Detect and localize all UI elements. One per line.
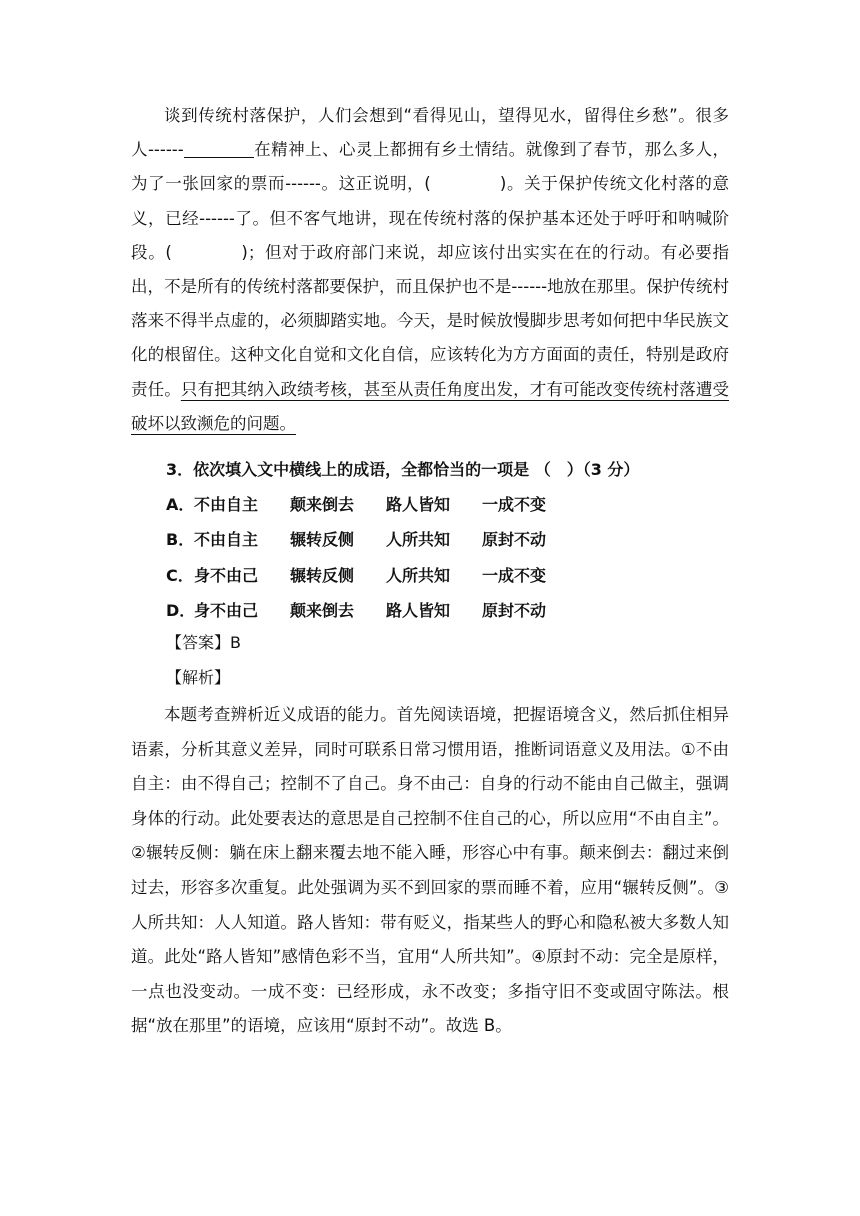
option-letter: A． [166, 495, 195, 515]
option-letter: C． [166, 565, 194, 585]
answer-value: B [230, 633, 241, 652]
underlined-sentence: 只有把其纳入政绩考核，甚至从责任角度出发，才有可能改变传统村落遭受破坏以致濒危的问题。 [131, 379, 730, 433]
option-idiom: 辗转反侧 [290, 565, 355, 585]
option-idiom: 人所共知 [386, 530, 451, 550]
option-idiom: 路人皆知 [386, 495, 451, 515]
fill-in-blank [184, 140, 254, 158]
option-idiom: 人所共知 [386, 565, 451, 585]
question-3 [166, 452, 726, 628]
passage-text-part2: 在精神上、心灵上都拥有乡土情结。就像到了春节，那么多人，为了一张回家的票而------。这正说明，( )。关于保护传统文化村落的意义，已经------了。但不客气地讲，现在传统村落的保护基本还处于呼吁和呐喊阶段。( )；但对于政府部门来说，却应该付出实实在在的行动。有必要指出，不是所有的传统村落都要保护，而且保护也不是------地放在那里。保护传统村落来不得半点虚的，必须脚踏实地。今天，是时候放慢脚步思考如何把中华民族文化的根留住。这种文化自觉和文化自信，应该转化为方方面面的责任，特别是政府责任。 [131, 140, 729, 399]
option-idiom: 路人皆知 [386, 600, 451, 620]
analysis-label: 【解析】 [166, 668, 231, 687]
option-letter: B． [166, 530, 195, 550]
option-letter: D． [166, 600, 196, 620]
passage-text-part1: 谈到传统村落保护，人们会想到“看得见山，望得见水，留得住乡愁”。很多人------ [131, 106, 729, 160]
option-b [166, 522, 726, 557]
option-a [166, 487, 726, 522]
analysis-paragraph: 本题考查辨析近义成语的能力。首先阅读语境，把握语境含义，然后抓住相异语素，分析其意义差异，同时可联系日常习惯用语，推断词语意义及用法。①不由自主：由不得自己；控制不了自己。身不由己：自身的行动不能由自己做主，强调身体的行动。此处要表达的意思是自己控制不住自己的心，所以应用“不由自主”。②辗转反侧：躺在床上翻来覆去地不能入睡，形容心中有事。颠来倒去：翻过来倒过去，形容多次重复。此处强调为买不到回家的票而睡不着，应用“辗转反侧”。③人所共知：人人知道。路人皆知：带有贬义，指某些人的野心和隐私被大多数人知道。此处“路人皆知”感情色彩不当，宜用“人所共知”。④原封不动：完全是原样，一点也没变动。一成不变：已经形成，永不改变；多指守旧不变或固守陈法。根据“放在那里”的语境，应该用“原封不动”。故选 B。 [131, 705, 729, 1036]
option-c [166, 558, 726, 593]
option-idiom: 颠来倒去 [290, 600, 355, 620]
option-idiom: 颠来倒去 [290, 495, 355, 515]
answer-line [166, 626, 241, 660]
option-idiom: 一成不变 [482, 495, 547, 515]
passage-paragraph [131, 99, 729, 441]
analysis-section [131, 698, 729, 1044]
reading-passage [131, 99, 729, 441]
answer-label: 【答案】 [166, 633, 231, 652]
option-idiom: 不由自主 [194, 530, 259, 550]
option-d [166, 593, 726, 628]
option-idiom: 辗转反侧 [290, 530, 355, 550]
option-idiom: 身不由己 [194, 565, 259, 585]
option-idiom: 不由自主 [194, 495, 259, 515]
option-idiom: 原封不动 [482, 530, 547, 550]
option-idiom: 身不由己 [194, 600, 259, 620]
option-idiom: 一成不变 [482, 565, 547, 585]
question-stem: 3．依次填入文中横线上的成语，全都恰当的一项是 （ ）（3 分） [166, 460, 640, 479]
option-idiom: 原封不动 [482, 600, 547, 620]
